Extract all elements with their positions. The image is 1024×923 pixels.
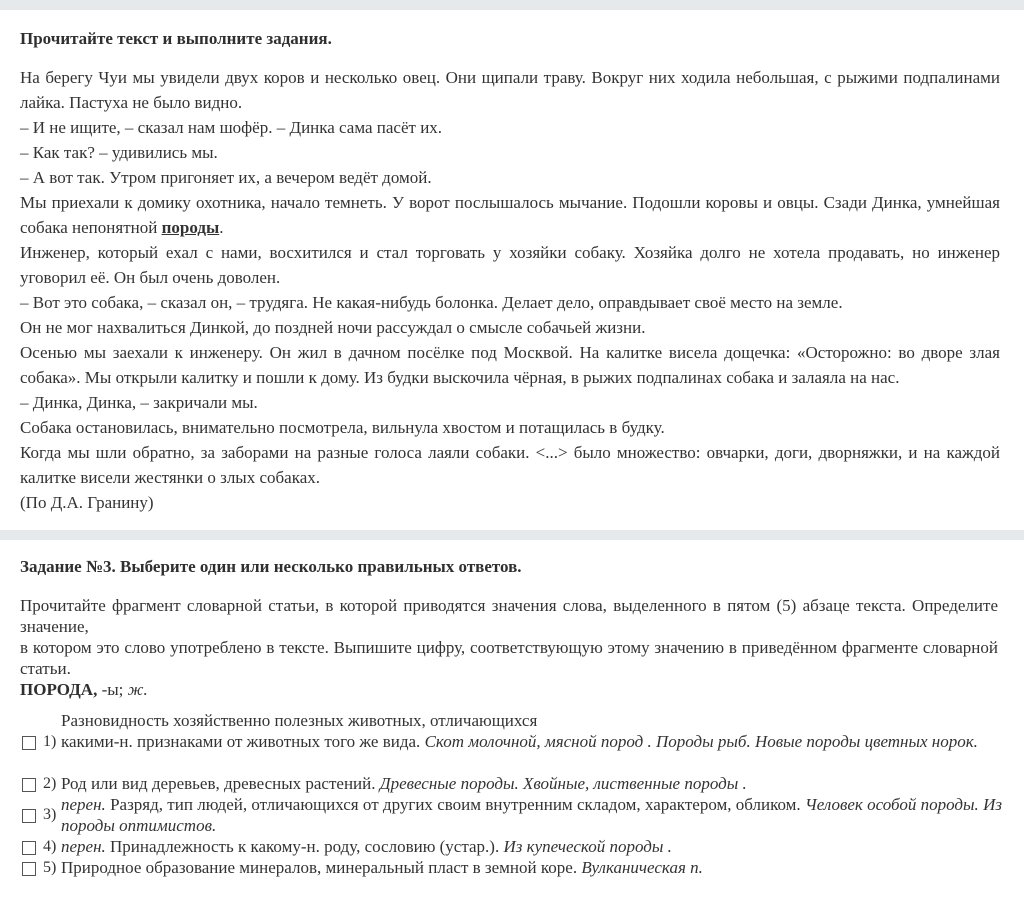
entry-gender: ж. [127, 680, 148, 699]
option-usage-label: перен. [61, 795, 106, 814]
option-1-lead-text: Разновидность хозяйственно полезных животных, отличающихся [61, 711, 538, 730]
option-2-checkbox[interactable] [22, 778, 36, 792]
text-paragraph: Осенью мы заехали к инженеру. Он жил в дачном посёлке под Москвой. На калитке висела дощечка: «Осторожно: во дворе злая собака». Мы открыли калитку и пошли к дому. Из будки выскочила чёрная, в рыжих подпалинах собака и залаяла на нас. [20, 343, 1000, 387]
paragraph-text: Мы приехали к домику охотника, начало темнеть. У ворот послышалось мычание. Подошли коровы и овцы. Сзади Динка, умнейшая собака непонятной [20, 193, 1000, 237]
entry-suffix: -ы; [97, 680, 128, 699]
option-number: 2) [43, 775, 57, 792]
option-text [61, 731, 1002, 752]
text-paragraph: Когда мы шли обратно, за заборами на разные голоса лаяли собаки. <...> было множество: овчарки, доги, дворняжки, и на каждой калитке висели жестянки о злых собаках. [20, 443, 1000, 487]
text-paragraph: Собака остановилась, внимательно посмотрела, вильнула хвостом и потащилась в будку. [20, 418, 665, 437]
option-text [61, 836, 1002, 857]
option-example: Из купеческой породы . [503, 837, 672, 856]
text-paragraph: – Динка, Динка, – закричали мы. [20, 393, 258, 412]
option-5-checkbox[interactable] [22, 862, 36, 876]
option-number: 3) [43, 806, 57, 823]
text-paragraph: – И не ищите, – сказал нам шофёр. – Динка сама пасёт их. [20, 118, 443, 137]
option-number: 4) [43, 838, 57, 855]
option-text [61, 857, 1002, 878]
text-paragraph: Инженер, который ехал с нами, восхитился и стал торговать у хозяйки собаку. Хозяйка долго не хотела продавать, но инженер уговорил её. Он был очень доволен. [20, 243, 1000, 287]
text-section-heading: Прочитайте текст и выполните задания. [20, 29, 332, 48]
option-3-checkbox[interactable] [22, 809, 36, 823]
text-paragraph: – Вот это собака, – сказал он, – трудяга. Не какая-нибудь болонка. Делает дело, оправдывает своё место на земле. [20, 293, 843, 312]
highlighted-keyword: породы [161, 218, 220, 237]
option-definition: Разряд, тип людей, отличающихся от других своим внутренним складом, характером, обликом. [105, 795, 805, 814]
option-example: Скот молочной, мясной пород . Породы рыб. Новые породы цветных норок. [424, 732, 978, 751]
text-paragraph: – А вот так. Утром пригоняет их, а вечером ведёт домой. [20, 168, 432, 187]
option-definition: Принадлежность к какому-н. роду, сословию (устар.). [105, 837, 504, 856]
section-divider [0, 530, 1024, 540]
task-instruction: Прочитайте фрагмент словарной статьи, в которой приводятся значения слова, выделенного в пятом (5) абзаце текста. Определите значение, [20, 596, 998, 636]
text-paragraph: На берегу Чуи мы увидели двух коров и несколько овец. Они щипали траву. Вокруг них ходила небольшая, с рыжими подпалинами лайка. Пастуха не было видно. [20, 68, 1000, 112]
option-number: 5) [43, 859, 57, 876]
option-definition: Род или вид деревьев, древесных растений. [61, 774, 380, 793]
option-example: Человек особой породы. Из породы оптимистов. [61, 795, 1002, 835]
text-paragraph: – Как так? – удивились мы. [20, 143, 218, 162]
task-heading: Задание №3. Выберите один или несколько правильных ответов. [20, 557, 522, 576]
top-band [0, 0, 1024, 10]
option-example: Древесные породы. Хвойные, лиственные породы . [379, 774, 747, 793]
entry-word: ПОРОДА, [20, 680, 98, 699]
paragraph-text: . [219, 218, 224, 237]
option-4-checkbox[interactable] [22, 841, 36, 855]
option-definition: Природное образование минералов, минеральный пласт в земной коре. [61, 858, 582, 877]
option-usage-label: перен. [61, 837, 106, 856]
text-source: (По Д.А. Гранину) [20, 493, 154, 512]
option-number: 1) [43, 733, 57, 750]
task-instruction: в котором это слово употреблено в тексте. Выпишите цифру, соответствующую этому значению в приведённом фрагменте словарной статьи. [20, 638, 998, 678]
option-text [61, 773, 1002, 794]
option-text [61, 794, 1002, 836]
text-paragraph-with-keyword [20, 190, 1000, 240]
dictionary-entry [20, 679, 148, 700]
option-definition: какими-н. признаками от животных того же вида. [61, 732, 425, 751]
option-example: Вулканическая п. [581, 858, 703, 877]
text-paragraph: Он не мог нахвалиться Динкой, до поздней ночи рассуждал о смысле собачьей жизни. [20, 318, 646, 337]
option-1-checkbox[interactable] [22, 736, 36, 750]
